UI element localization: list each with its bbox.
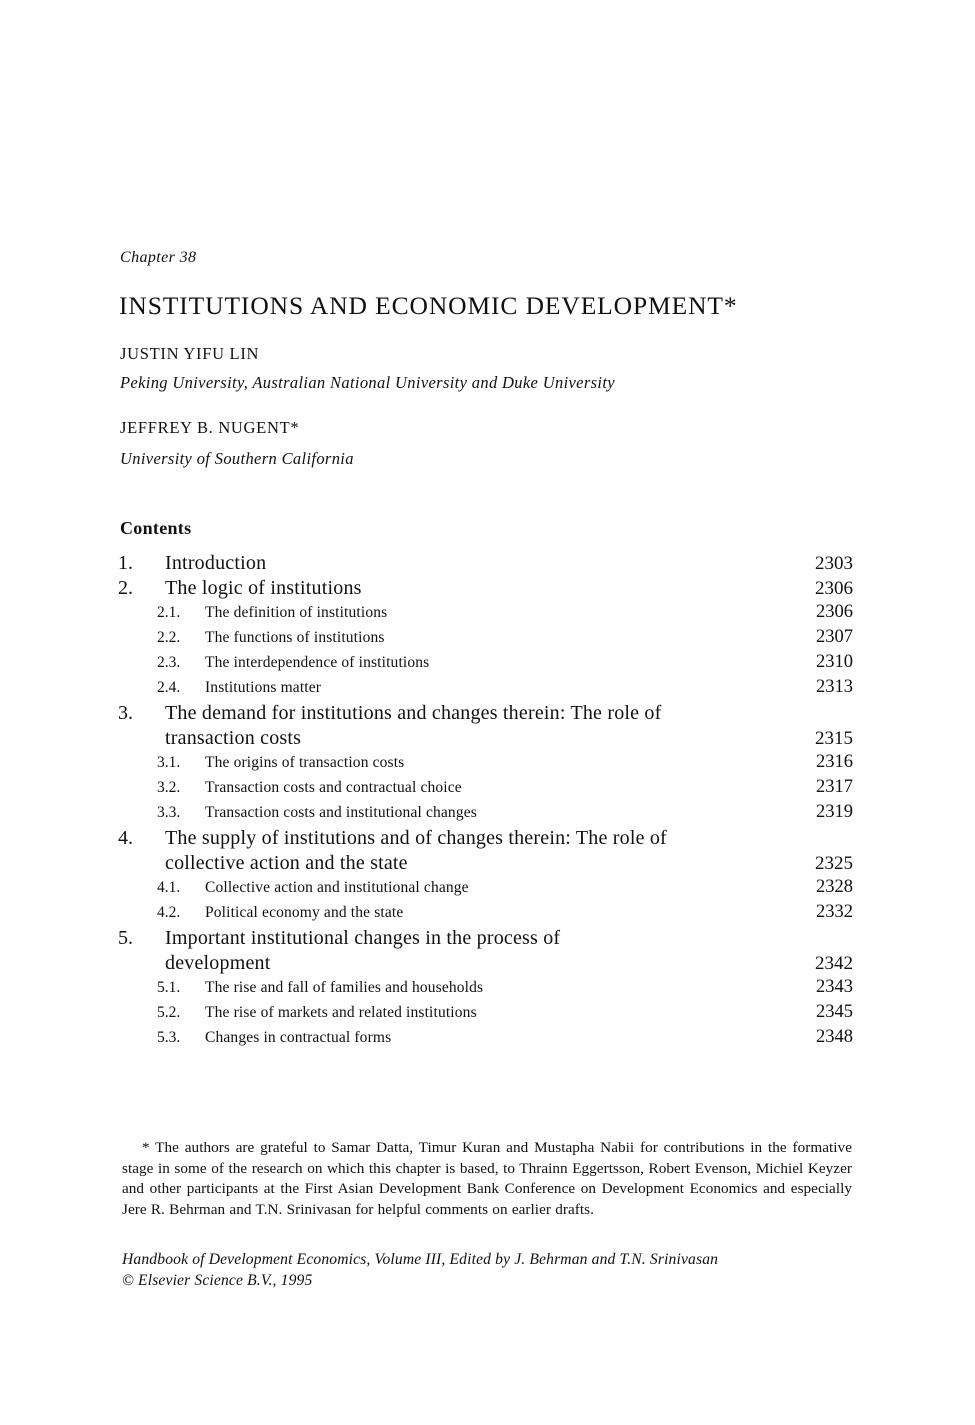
toc-entry-number: 3.2. (157, 779, 181, 796)
toc-entry-label: The interdependence of institutions (205, 654, 430, 671)
toc-entry-page: 2306 (816, 602, 853, 622)
toc-entry-label: transaction costs (165, 727, 302, 749)
toc-entry-number: 4.1. (157, 879, 181, 896)
toc-entry-page: 2348 (816, 1027, 853, 1047)
toc-entry-label: Transaction costs and contractual choice (205, 779, 462, 796)
toc-entry[interactable] (0, 877, 975, 902)
toc-entry-page: 2317 (816, 777, 853, 797)
toc-entry[interactable] (0, 602, 975, 627)
toc-entry-page: 2310 (816, 652, 853, 672)
footnote-acknowledgements: * The authors are grateful to Samar Datta, Timur Kuran and Mustapha Nabii for contributions in the formative stage in some of the research on which this chapter is based, to Thrainn Eggertsson, Robert Evenson, Michiel Keyzer and other participants at the First Asian Development Bank Conference on Development Economics and especially Jere R. Behrman and T.N. Srinivasan for helpful comments on earlier drafts. (122, 1139, 852, 1218)
toc-entry-page: 2315 (815, 728, 853, 749)
toc-entry-label: Collective action and institutional change (205, 879, 469, 896)
toc-entry-number: 4.2. (157, 904, 181, 921)
toc-entry-label: The rise of markets and related institutions (205, 1004, 477, 1021)
toc-entry-number: 5. (118, 927, 133, 949)
toc-entry-label: The rise and fall of families and households (205, 979, 484, 996)
toc-entry-page: 2345 (816, 1002, 853, 1022)
toc-entry-label: Political economy and the state (205, 904, 404, 921)
author-affiliation-2: University of Southern California (120, 449, 354, 468)
toc-entry[interactable] (0, 702, 975, 727)
toc-entry[interactable] (0, 577, 975, 602)
chapter-label: Chapter 38 (120, 249, 197, 266)
page-title: INSTITUTIONS AND ECONOMIC DEVELOPMENT* (119, 291, 738, 320)
author-affiliation-1: Peking University, Australian National University and Duke University (120, 373, 615, 392)
toc-entry-page: 2328 (816, 877, 853, 897)
toc-entry[interactable] (0, 802, 975, 827)
toc-entry-number: 3. (118, 702, 133, 724)
toc-entry-page: 2316 (816, 752, 853, 772)
toc-entry-label: The logic of institutions (165, 577, 362, 599)
toc-entry[interactable] (0, 852, 975, 877)
toc-entry[interactable] (0, 652, 975, 677)
toc-entry-page: 2306 (815, 578, 853, 599)
toc-entry-label: Introduction (165, 552, 267, 574)
contents-heading: Contents (120, 518, 192, 538)
toc-entry-number: 3.3. (157, 804, 181, 821)
toc-entry-page: 2319 (816, 802, 853, 822)
toc-entry-page: 2342 (815, 953, 853, 974)
toc-entry-label: The demand for institutions and changes therein: The role of (165, 702, 662, 724)
toc-entry[interactable] (0, 727, 975, 752)
toc-entry-page: 2332 (816, 902, 853, 922)
toc-entry[interactable] (0, 952, 975, 977)
toc-entry-number: 1. (118, 552, 133, 574)
toc-entry-number: 5.3. (157, 1029, 181, 1046)
toc-entry[interactable] (0, 752, 975, 777)
publication-info (122, 1249, 862, 1291)
toc-entry-page: 2325 (815, 853, 853, 874)
toc-entry-page: 2343 (816, 977, 853, 997)
toc-entry-label: The origins of transaction costs (205, 754, 405, 771)
toc-entry[interactable] (0, 677, 975, 702)
toc-entry-number: 2.3. (157, 654, 181, 671)
toc-entry[interactable] (0, 552, 975, 577)
toc-entry[interactable] (0, 627, 975, 652)
toc-entry-number: 3.1. (157, 754, 181, 771)
author-name-2: JEFFREY B. NUGENT* (120, 418, 300, 437)
toc-entry[interactable] (0, 927, 975, 952)
publication-line-2: © Elsevier Science B.V., 1995 (122, 1272, 313, 1289)
toc-entry[interactable] (0, 827, 975, 852)
toc-entry[interactable] (0, 902, 975, 927)
toc-entry-label: Transaction costs and institutional changes (205, 804, 477, 821)
publication-line-1: Handbook of Development Economics, Volume III, Edited by J. Behrman and T.N. Srinivasan (122, 1251, 719, 1268)
toc-entry-number: 2.4. (157, 679, 181, 696)
toc-entry[interactable] (0, 1002, 975, 1027)
toc-entry-page: 2303 (815, 553, 853, 574)
toc-entry-number: 2. (118, 577, 133, 599)
toc-entry[interactable] (0, 1027, 975, 1052)
toc-entry-page: 2313 (816, 677, 853, 697)
toc-entry-number: 4. (118, 827, 133, 849)
table-of-contents (0, 552, 975, 1052)
toc-entry-number: 5.2. (157, 1004, 181, 1021)
toc-entry-label: Important institutional changes in the process of (165, 927, 561, 949)
toc-entry-label: development (165, 952, 271, 974)
toc-entry-number: 2.1. (157, 604, 181, 621)
toc-entry-page: 2307 (816, 627, 853, 647)
toc-entry[interactable] (0, 977, 975, 1002)
toc-entry-number: 2.2. (157, 629, 181, 646)
toc-entry-label: Institutions matter (205, 679, 322, 696)
author-name-1: JUSTIN YIFU LIN (120, 344, 260, 363)
toc-entry[interactable] (0, 777, 975, 802)
toc-entry-label: Changes in contractual forms (205, 1029, 392, 1046)
toc-entry-number: 5.1. (157, 979, 181, 996)
toc-entry-label: The functions of institutions (205, 629, 385, 646)
toc-entry-label: The definition of institutions (205, 604, 388, 621)
toc-entry-label: The supply of institutions and of changes therein: The role of (165, 827, 667, 849)
toc-entry-label: collective action and the state (165, 852, 408, 874)
